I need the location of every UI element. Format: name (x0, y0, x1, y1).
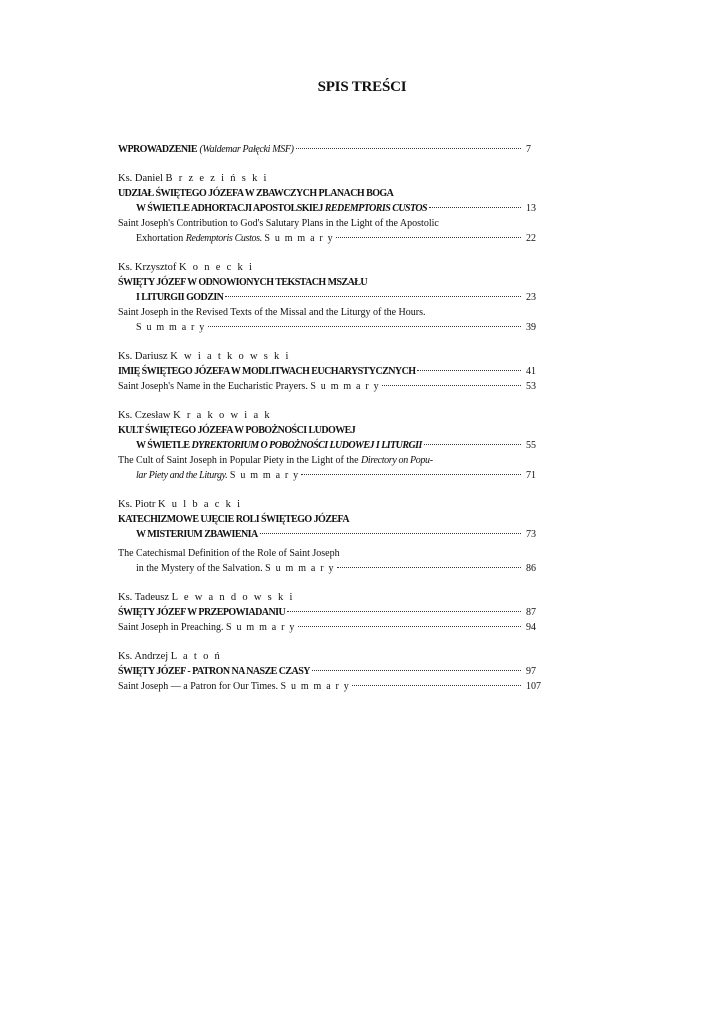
entry-title-pl-cont[interactable]: W ŚWIETLE ADHORTACJI APOSTOLSKIEJ REDEMPTORIS CUSTOS 13 (118, 201, 548, 216)
dot-leader (417, 369, 521, 371)
dot-leader (301, 473, 521, 475)
entry-author: Ks. Tadeusz L e w a n d o w s k i (118, 592, 295, 603)
entry-author: Ks. Piotr K u l b a c k i (118, 499, 242, 510)
summary-label: S u m m a r y (264, 233, 334, 244)
dot-leader (337, 566, 521, 568)
page-number: 86 (526, 563, 536, 574)
entry-title-pl-cont[interactable]: W ŚWIETLE DYREKTORIUM O POBOŻNOŚCI LUDOWEJ I LITURGII 55 (118, 438, 548, 453)
summary-label: S u m m a r y (265, 563, 335, 574)
entry-title-en[interactable]: Saint Joseph in the Revised Texts of the Missal and the Liturgy of the Hours. (118, 307, 426, 318)
entry-title-pl[interactable]: ŚWIĘTY JÓZEF - PATRON NA NASZE CZASY 97 (118, 664, 548, 679)
dot-leader (429, 206, 521, 208)
entry-author: Ks. Andrzej L a t o ń (118, 651, 222, 662)
page-number: 73 (526, 529, 536, 540)
table-of-contents (118, 142, 548, 694)
dot-leader (352, 684, 521, 686)
entry-title-pl[interactable]: IMIĘ ŚWIĘTEGO JÓZEFA W MODLITWACH EUCHARYSTYCZNYCH 41 (118, 364, 548, 379)
entry-title-en-cont[interactable]: Exhortation Redemptoris Custos. S u m m a r y 22 (118, 231, 548, 246)
entry-author: Ks. Daniel B r z e z i ń s k i (118, 173, 269, 184)
summary-label: S u m m a r y (280, 681, 350, 692)
entry-title-pl-cont[interactable]: W MISTERIUM ZBAWIENIA 73 (118, 527, 548, 542)
entry-title-en[interactable]: The Cult of Saint Joseph in Popular Piety in the Light of the Directory on Popu- (118, 455, 433, 466)
page-number: 107 (526, 681, 541, 692)
dot-leader (382, 384, 521, 386)
page-number: 53 (526, 381, 536, 392)
intro-label: WPROWADZENIE (118, 144, 197, 155)
summary-label: S u m m a r y (136, 322, 206, 333)
toc-entry-intro[interactable] (118, 142, 548, 157)
entry-title-pl[interactable]: KATECHIZMOWE UJĘCIE ROLI ŚWIĘTEGO JÓZEFA (118, 514, 350, 525)
entry-title-pl[interactable]: ŚWIĘTY JÓZEF W ODNOWIONYCH TEKSTACH MSZAŁU (118, 277, 368, 288)
page-number: 55 (526, 440, 536, 451)
summary-label: S u m m a r y (229, 470, 300, 481)
dot-leader (424, 443, 521, 445)
intro-author: (Waldemar Pałęcki MSF) (199, 144, 294, 155)
page-number: 13 (526, 203, 536, 214)
entry-author: Ks. Dariusz K w i a t k o w s k i (118, 351, 291, 362)
entry-title-en-cont[interactable]: in the Mystery of the Salvation. S u m m a r y 86 (118, 561, 548, 576)
page-number: 71 (526, 470, 536, 481)
entry-author: Ks. Krzysztof K o n e c k i (118, 262, 254, 273)
page-number: 94 (526, 622, 536, 633)
page-number: 39 (526, 322, 536, 333)
entry-title-pl-cont[interactable]: I LITURGII GODZIN 23 (118, 290, 548, 305)
entry-title-en[interactable]: Saint Joseph in Preaching. S u m m a r y 94 (118, 620, 548, 635)
dot-leader (260, 532, 521, 534)
page-number: 22 (526, 233, 536, 244)
entry-title-en-cont[interactable]: lar Piety and the Liturgy. S u m m a r y 71 (118, 468, 548, 483)
page-number: 97 (526, 666, 536, 677)
summary-label: S u m m a r y (226, 622, 296, 633)
entry-title-pl[interactable]: KULT ŚWIĘTEGO JÓZEFA W POBOŻNOŚCI LUDOWEJ (118, 425, 356, 436)
entry-title-en[interactable]: Saint Joseph — a Patron for Our Times. S u m m a r y 107 (118, 679, 548, 694)
page-number: 41 (526, 366, 536, 377)
summary-label: S u m m a r y (310, 381, 380, 392)
page-number: 87 (526, 607, 536, 618)
dot-leader (336, 236, 521, 238)
dot-leader (312, 669, 521, 671)
entry-title-en[interactable]: Saint Joseph's Name in the Eucharistic Prayers. S u m m a r y 53 (118, 379, 548, 394)
dot-leader (225, 295, 521, 297)
entry-title-en-cont[interactable] (118, 320, 548, 335)
dot-leader (208, 325, 522, 327)
dot-leader (298, 625, 521, 627)
dot-leader (296, 147, 521, 149)
page-title: SPIS TREŚCI (317, 79, 407, 95)
dot-leader (287, 610, 521, 612)
page-number: 23 (526, 292, 536, 303)
entry-author: Ks. Czesław K r a k o w i a k (118, 410, 272, 421)
entry-title-pl[interactable]: ŚWIĘTY JÓZEF W PRZEPOWIADANIU 87 (118, 605, 548, 620)
entry-title-pl[interactable]: UDZIAŁ ŚWIĘTEGO JÓZEFA W ZBAWCZYCH PLANACH BOGA (118, 188, 394, 199)
page-number: 7 (526, 144, 531, 155)
entry-title-en[interactable]: The Catechismal Definition of the Role of Saint Joseph (118, 548, 340, 559)
entry-title-en[interactable]: Saint Joseph's Contribution to God's Salutary Plans in the Light of the Apostolic (118, 218, 439, 229)
